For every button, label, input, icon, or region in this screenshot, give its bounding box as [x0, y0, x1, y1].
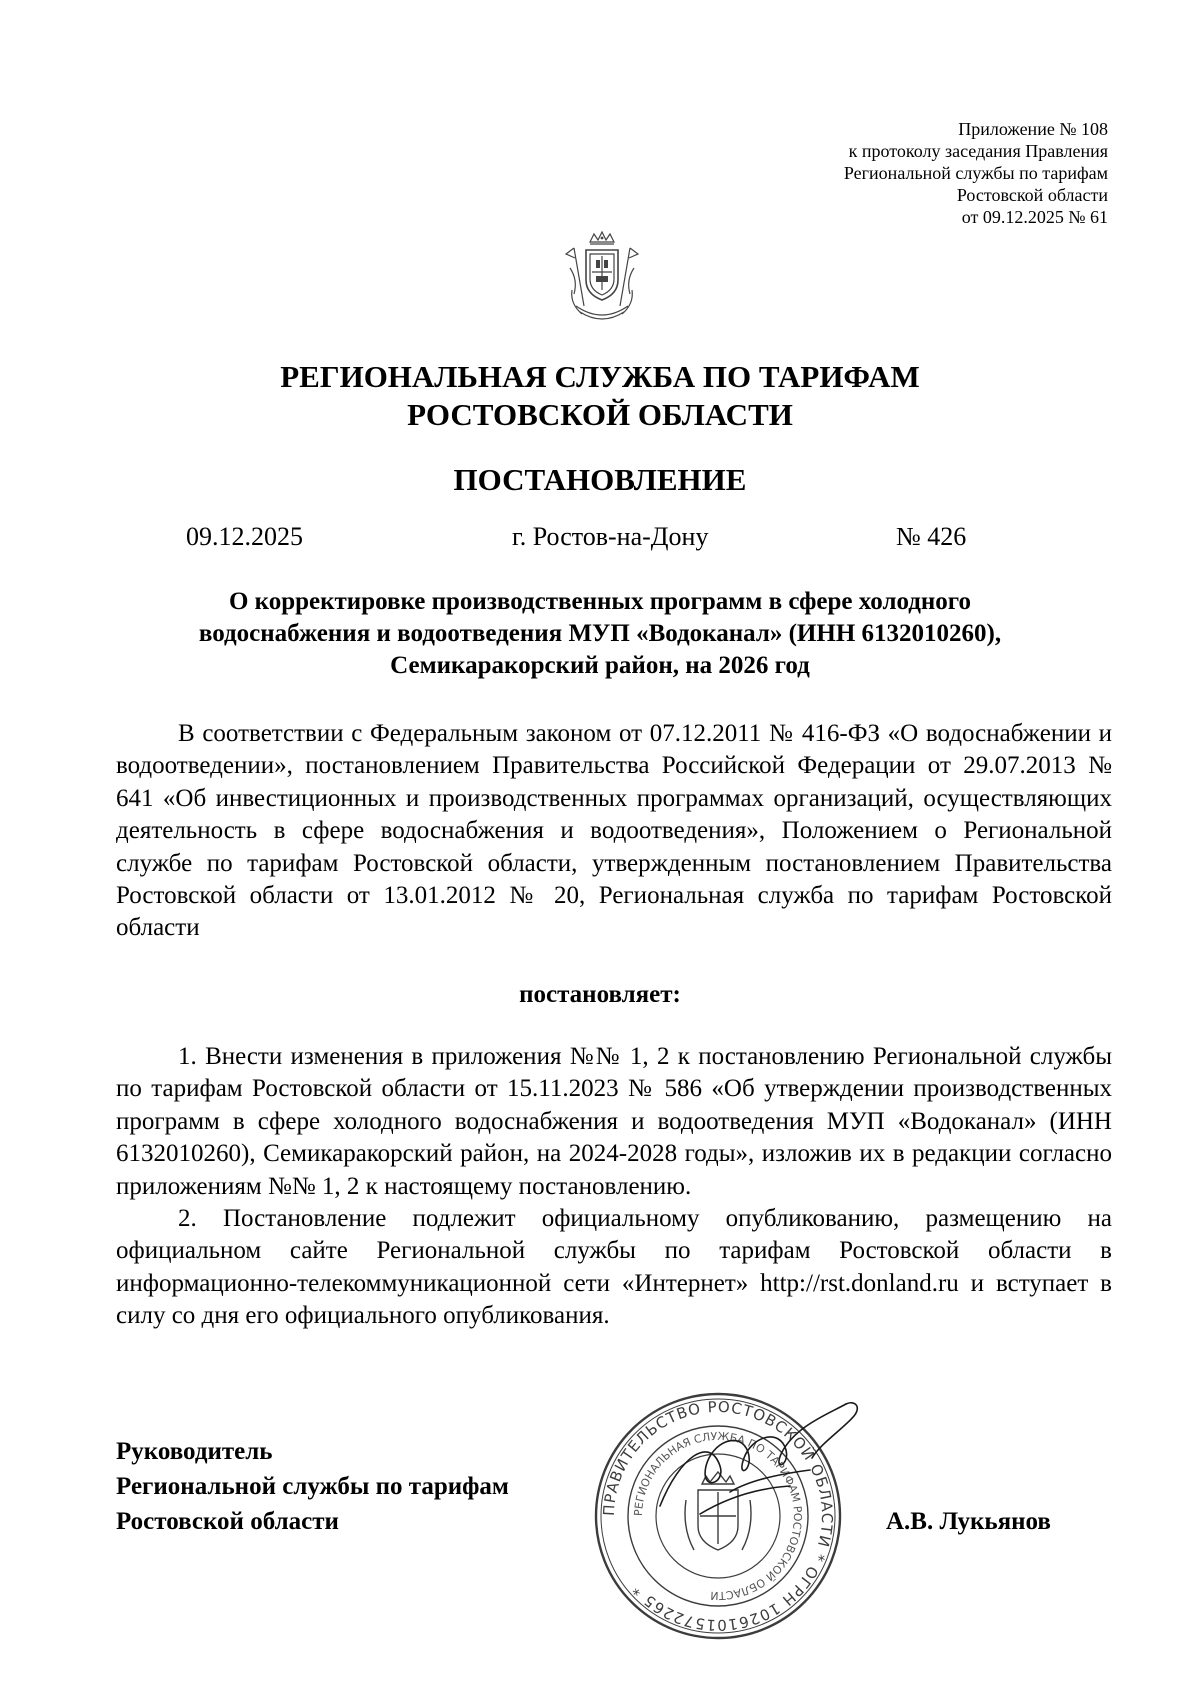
subject-line: водоснабжения и водоотведения МУП «Водоканал» (ИНН 6132010260), [198, 620, 1002, 647]
signer-position-line: Ростовской области [116, 1508, 339, 1535]
clause-paragraph: 2. Постановление подлежит официальному опубликованию, размещению на официальном сайте Региональной службы по тарифам Ростовской области в информационно-телекоммуникационной сети «Интернет» http://rst.donland.ru и вступает в силу со дня его официального опубликования. [116, 1205, 1112, 1330]
signer-name: А.В. Лукьянов [886, 1508, 1051, 1535]
document-date: 09.12.2025 [186, 522, 303, 551]
signer-position-line: Руководитель [116, 1438, 273, 1465]
signer-position-line: Региональной службы по тарифам [116, 1473, 509, 1500]
signer-position [116, 1434, 509, 1539]
seal-outer-text-path: ПРАВИТЕЛЬСТВО РОСТОВСКОЙ ОБЛАСТИ * ОГРН 1026101572265 * [599, 1397, 837, 1635]
coat-of-arms-icon [560, 228, 644, 328]
appendix-line: Региональной службы по тарифам [843, 163, 1108, 183]
seal-inner-text-path: РЕГИОНАЛЬНАЯ СЛУЖБА ПО ТАРИФАМ РОСТОВСКОЙ ОБЛАСТИ [631, 1429, 805, 1603]
appendix-reference [844, 118, 1108, 228]
document-subject [0, 586, 1200, 682]
organization-name-line: РОСТОВСКОЙ ОБЛАСТИ [407, 397, 793, 432]
preamble [116, 718, 1112, 945]
document-type: ПОСТАНОВЛЕНИЕ [453, 462, 747, 497]
decree-word: постановляет: [519, 981, 681, 1008]
document-city: г. Ростов-на-Дону [512, 522, 709, 551]
appendix-line: к протоколу заседания Правления [848, 141, 1108, 161]
subject-line: О корректировке производственных программ в сфере холодного [228, 588, 972, 615]
clause-paragraph: 1. Внести изменения в приложения №№ 1, 2 к постановлению Региональной службы по тарифам Ростовской области от 15.11.2023 № 586 «Об утверждении производственных программ в сфере холодного водоснабжения и водоотведения МУП «Водоканал» (ИНН 6132010260), Семикаракорский район, на 2024-2028 годы», изложив их в редакции согласно приложениям №№ 1, 2 к настоящему постановлению. [116, 1043, 1112, 1200]
organization-name [0, 358, 1200, 434]
document-number: № 426 [896, 522, 967, 551]
clauses [116, 1041, 1112, 1333]
preamble-paragraph: В соответствии с Федеральным законом от 07.12.2011 № 416-ФЗ «О водоснабжении и водоотведении», постановлением Правительства Российской Федерации от 29.07.2013 № 641 «Об инвестиционных и производственных программах организаций, осуществляющих деятельность в сфере водоснабжения и водоотведения», Положением о Региональной службе по тарифам Ростовской области, утвержденным постановлением Правительства Ростовской области от 13.01.2012 № 20, Региональная служба по тарифам Ростовской области [116, 720, 1112, 942]
document-meta [0, 520, 1200, 554]
handwritten-signature-icon [640, 1396, 880, 1526]
appendix-line: от 09.12.2025 № 61 [961, 207, 1108, 227]
appendix-line: Приложение № 108 [958, 119, 1108, 139]
subject-line: Семикаракорский район, на 2026 год [390, 652, 810, 679]
organization-name-line: РЕГИОНАЛЬНАЯ СЛУЖБА ПО ТАРИФАМ [280, 359, 920, 394]
appendix-line: Ростовской области [956, 185, 1108, 205]
